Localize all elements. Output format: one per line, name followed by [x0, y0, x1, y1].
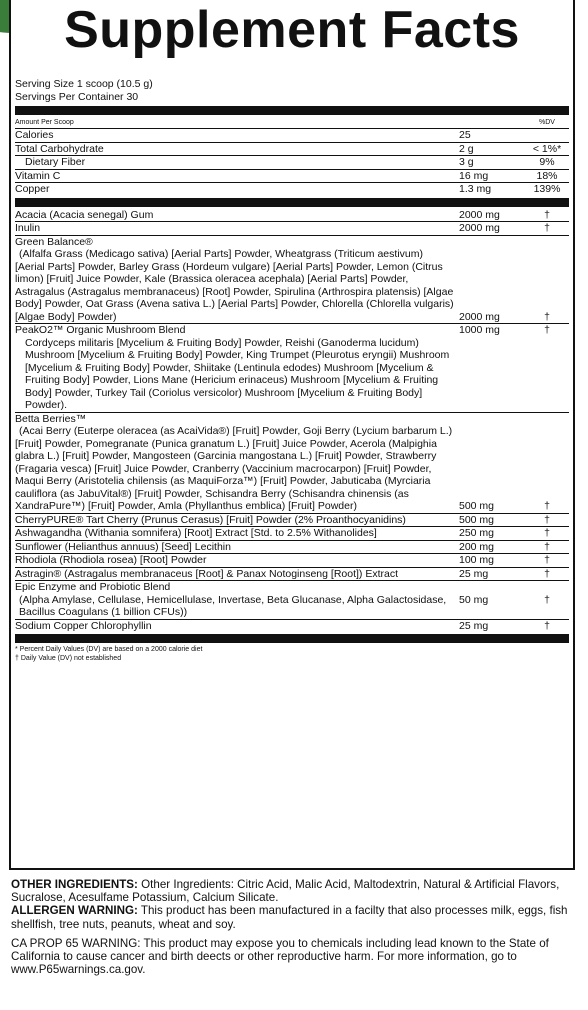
ingredient-description: (Alpha Amylase, Cellulase, Hemicellulase, Invertase, Beta Glucanase, Alpha Galactosidase, Bacillus Coagulans (1 billion CFUs)) — [19, 593, 447, 618]
ingredient-row — [15, 541, 569, 555]
ingredient-amount: 25 mg — [459, 619, 489, 632]
nutrient-row — [15, 143, 569, 157]
ingredient-row — [15, 222, 569, 236]
serving-size: Serving Size 1 scoop (10.5 g) — [15, 78, 153, 90]
allergen-warning-text: This product has been manufactured in a facilty that also processes milk, eggs, fish shellfish, tree nuts, peanuts, wheat and soy. — [11, 904, 568, 931]
ingredient-dv: † — [544, 527, 550, 539]
other-ingredients — [11, 878, 581, 904]
ingredient-name: Green Balance® — [15, 235, 93, 248]
nutrient-amount: 2 g — [459, 142, 474, 155]
ingredient-row — [15, 236, 569, 325]
ingredient-dv: † — [544, 208, 550, 221]
ingredient-dv: † — [544, 513, 550, 526]
ingredient-row — [15, 324, 569, 413]
amount-header-row — [15, 117, 569, 129]
divider-thick — [15, 198, 569, 207]
supplement-facts-panel — [9, 0, 575, 870]
servings-per-container: Servings Per Container 30 — [15, 91, 139, 103]
nutrient-amount: 1.3 mg — [459, 183, 492, 195]
nutrient-amount: 25 — [459, 129, 471, 141]
ingredient-row — [15, 554, 569, 568]
nutrient-dv: 9% — [539, 156, 555, 168]
ingredient-amount: 500 mg — [459, 513, 495, 526]
ingredient-name: Sunflower (Helianthus annuus) [Seed] Lecithin — [15, 540, 231, 553]
divider-thick — [15, 634, 569, 643]
nutrient-name: Copper — [15, 183, 50, 195]
ingredient-name: Ashwagandha (Withania somnifera) [Root] Extract [Std. to 2.5% Withanolides] — [15, 527, 377, 539]
ingredient-dv: † — [544, 540, 550, 553]
allergen-warning — [11, 904, 581, 930]
ingredient-amount: 2000 mg — [459, 208, 500, 221]
ingredient-amount: 100 mg — [459, 554, 495, 566]
ingredient-name: PeakO2™ Organic Mushroom Blend — [15, 324, 186, 336]
ingredient-dv: † — [544, 619, 550, 632]
ingredient-dv: † — [544, 567, 550, 580]
ingredient-row — [15, 527, 569, 541]
ingredient-amount: 50 mg — [459, 593, 489, 606]
ingredient-name-block — [15, 581, 455, 619]
ingredient-name: Astragin® (Astragalus membranaceus [Root] & Panax Notoginseng [Root]) Extract — [15, 567, 398, 580]
nutrient-row — [15, 183, 569, 196]
other-ingredients-label: OTHER INGREDIENTS: — [11, 878, 138, 891]
ingredient-dv: † — [544, 593, 550, 606]
ingredient-name: Rhodiola (Rhodiola rosea) [Root] Powder — [15, 554, 207, 566]
ingredient-amount: 1000 mg — [459, 324, 500, 336]
ingredient-row — [15, 620, 569, 633]
ingredient-amount: 25 mg — [459, 567, 489, 580]
dv-header: %DV — [539, 119, 555, 126]
nutrient-row — [15, 129, 569, 143]
ingredient-dv: † — [544, 310, 550, 323]
ingredient-row — [15, 568, 569, 582]
amount-per-scoop-label: Amount Per Scoop — [15, 119, 74, 126]
ingredient-name: Inulin — [15, 222, 41, 234]
label-text-below — [11, 878, 581, 976]
ingredient-amount: 200 mg — [459, 540, 495, 553]
ingredient-name: Epic Enzyme and Probiotic Blend — [15, 581, 171, 593]
ingredient-dv: † — [544, 324, 550, 336]
nutrient-dv: 139% — [533, 183, 561, 195]
ingredient-description: (Acai Berry (Euterpe oleracea (as AcaiVida®) [Fruit] Powder, Goji Berry (Lycium barbarum L.) [Fruit] Powder, Pomegranate (Punica granatum L.) [Fruit] Juice Powder, Acerola (Malpighia glabra L.) [Fruit] Powder, Mangosteen (Garcinia mangostana L.) [Fruit] Powder, Strawberry (Fragaria vesca) [Fruit] Juice Powder, Cranberry (Vaccinium macrocarpon) [Fruit] Powder, Maqui Berry (Aristotelia chilensis (as MaquiForza™) [Fruit] Powder, Jabuticaba (Myrciaria cauliflora (as JabuVital®) [Fruit] Powder, Schisandra Berry (Schisandra chinensis (as XandraPure™) [Fruit] Powder, Amla (Phyllanthus emblica) [Fruit] Powder) — [15, 425, 453, 512]
ingredient-dv: † — [544, 554, 550, 566]
allergen-warning-label: ALLERGEN WARNING: — [11, 904, 138, 918]
ingredient-dv: † — [544, 500, 550, 512]
nutrient-amount: 16 mg — [459, 169, 489, 182]
nutrient-amount: 3 g — [459, 156, 474, 168]
ingredient-amount: 250 mg — [459, 527, 495, 539]
ingredient-name: Betta Berries™ — [15, 412, 87, 425]
divider-thick — [15, 106, 569, 115]
footnote-dagger: † Daily Value (DV) not established — [15, 655, 122, 662]
ingredient-dv: † — [544, 222, 550, 234]
nutrient-dv: < 1%* — [532, 142, 562, 155]
nutrient-row — [15, 170, 569, 184]
ingredient-description: Cordyceps militaris [Mycelium & Fruiting Body] Powder, Reishi (Ganoderma lucidum) Mushroom [Mycelium & Fruiting Body] Powder, King Trumpet (Pleurotus eryngii) Mushroom [Mycelium & Fruiting Body] Powder, Shiitake (Lentinula edodes) Mushroom [Mycelium & Fruiting Body] Powder, Lions Mane (Hericium erinaceus) Mushroom [Mycelium & Fruiting Body] Powder, Turkey Tail (Coriolus versicolor) Mushroom [Mycelium & Fruiting Body] Powder). — [25, 336, 450, 411]
nutrient-name: Total Carbohydrate — [15, 142, 104, 155]
nutrient-row — [15, 156, 569, 170]
ingredient-name-block — [15, 413, 455, 513]
nutrient-name: Vitamin C — [15, 169, 61, 182]
ingredient-amount: 2000 mg — [459, 310, 500, 323]
ingredient-row — [15, 514, 569, 528]
ingredient-amount: 2000 mg — [459, 222, 500, 234]
footnote-dv: * Percent Daily Values (DV) are based on a 2000 calorie diet — [15, 646, 203, 653]
ingredient-name: Acacia (Acacia senegal) Gum — [15, 208, 154, 221]
other-ingredients-text: Other Ingredients: Citric Acid, Malic Acid, Maltodextrin, Natural & Artificial Flavors, Sucralose, Acesulfame Potassium, Calcium Silicate. — [11, 878, 560, 905]
ingredient-name-block — [15, 236, 455, 324]
ingredient-name: Sodium Copper Chlorophyllin — [15, 619, 152, 632]
ingredient-row — [15, 209, 569, 223]
nutrient-dv: 18% — [536, 169, 558, 182]
ingredient-name: CherryPURE® Tart Cherry (Prunus Cerasus) [Fruit] Powder (2% Proanthocyanidins) — [15, 513, 406, 526]
ingredient-row — [15, 413, 569, 514]
nutrient-name: Calories — [15, 129, 54, 141]
nutrient-dv — [525, 129, 569, 142]
ingredient-row — [15, 581, 569, 620]
ingredient-description: (Alfalfa Grass (Medicago sativa) [Aerial Parts] Powder, Wheatgrass (Triticum aestivum) [Aerial Parts] Powder, Barley Grass (Hordeum vulgare) [Aerial Parts] Powder, Lemon (Citrus limon) [Fruit] Juice Powder, Kale (Brassica oleracea acephala) [Aerial Parts] Powder, Astragalus (Astragalus membranaceus) [Root] Powder, Spirulina (Arthrospira platensis) [Algae Body] Powder, Oat Grass (Avena sativa L.) [Aerial Parts] Powder, Chlorella (Chlorella vulgaris) [Algae Body] Powder) — [15, 248, 454, 323]
nutrient-name: Dietary Fiber — [25, 156, 86, 168]
ingredient-name-block — [15, 324, 455, 412]
panel-title: Supplement Facts — [64, 1, 520, 59]
ingredient-amount: 500 mg — [459, 500, 495, 512]
prop65-warning: CA PROP 65 WARNING: This product may expose you to chemicals including lead known to the State of California to cause cancer and birth deects or other reproductive harm. For more information, go to www.P65warnings.ca.gov. — [11, 936, 549, 977]
